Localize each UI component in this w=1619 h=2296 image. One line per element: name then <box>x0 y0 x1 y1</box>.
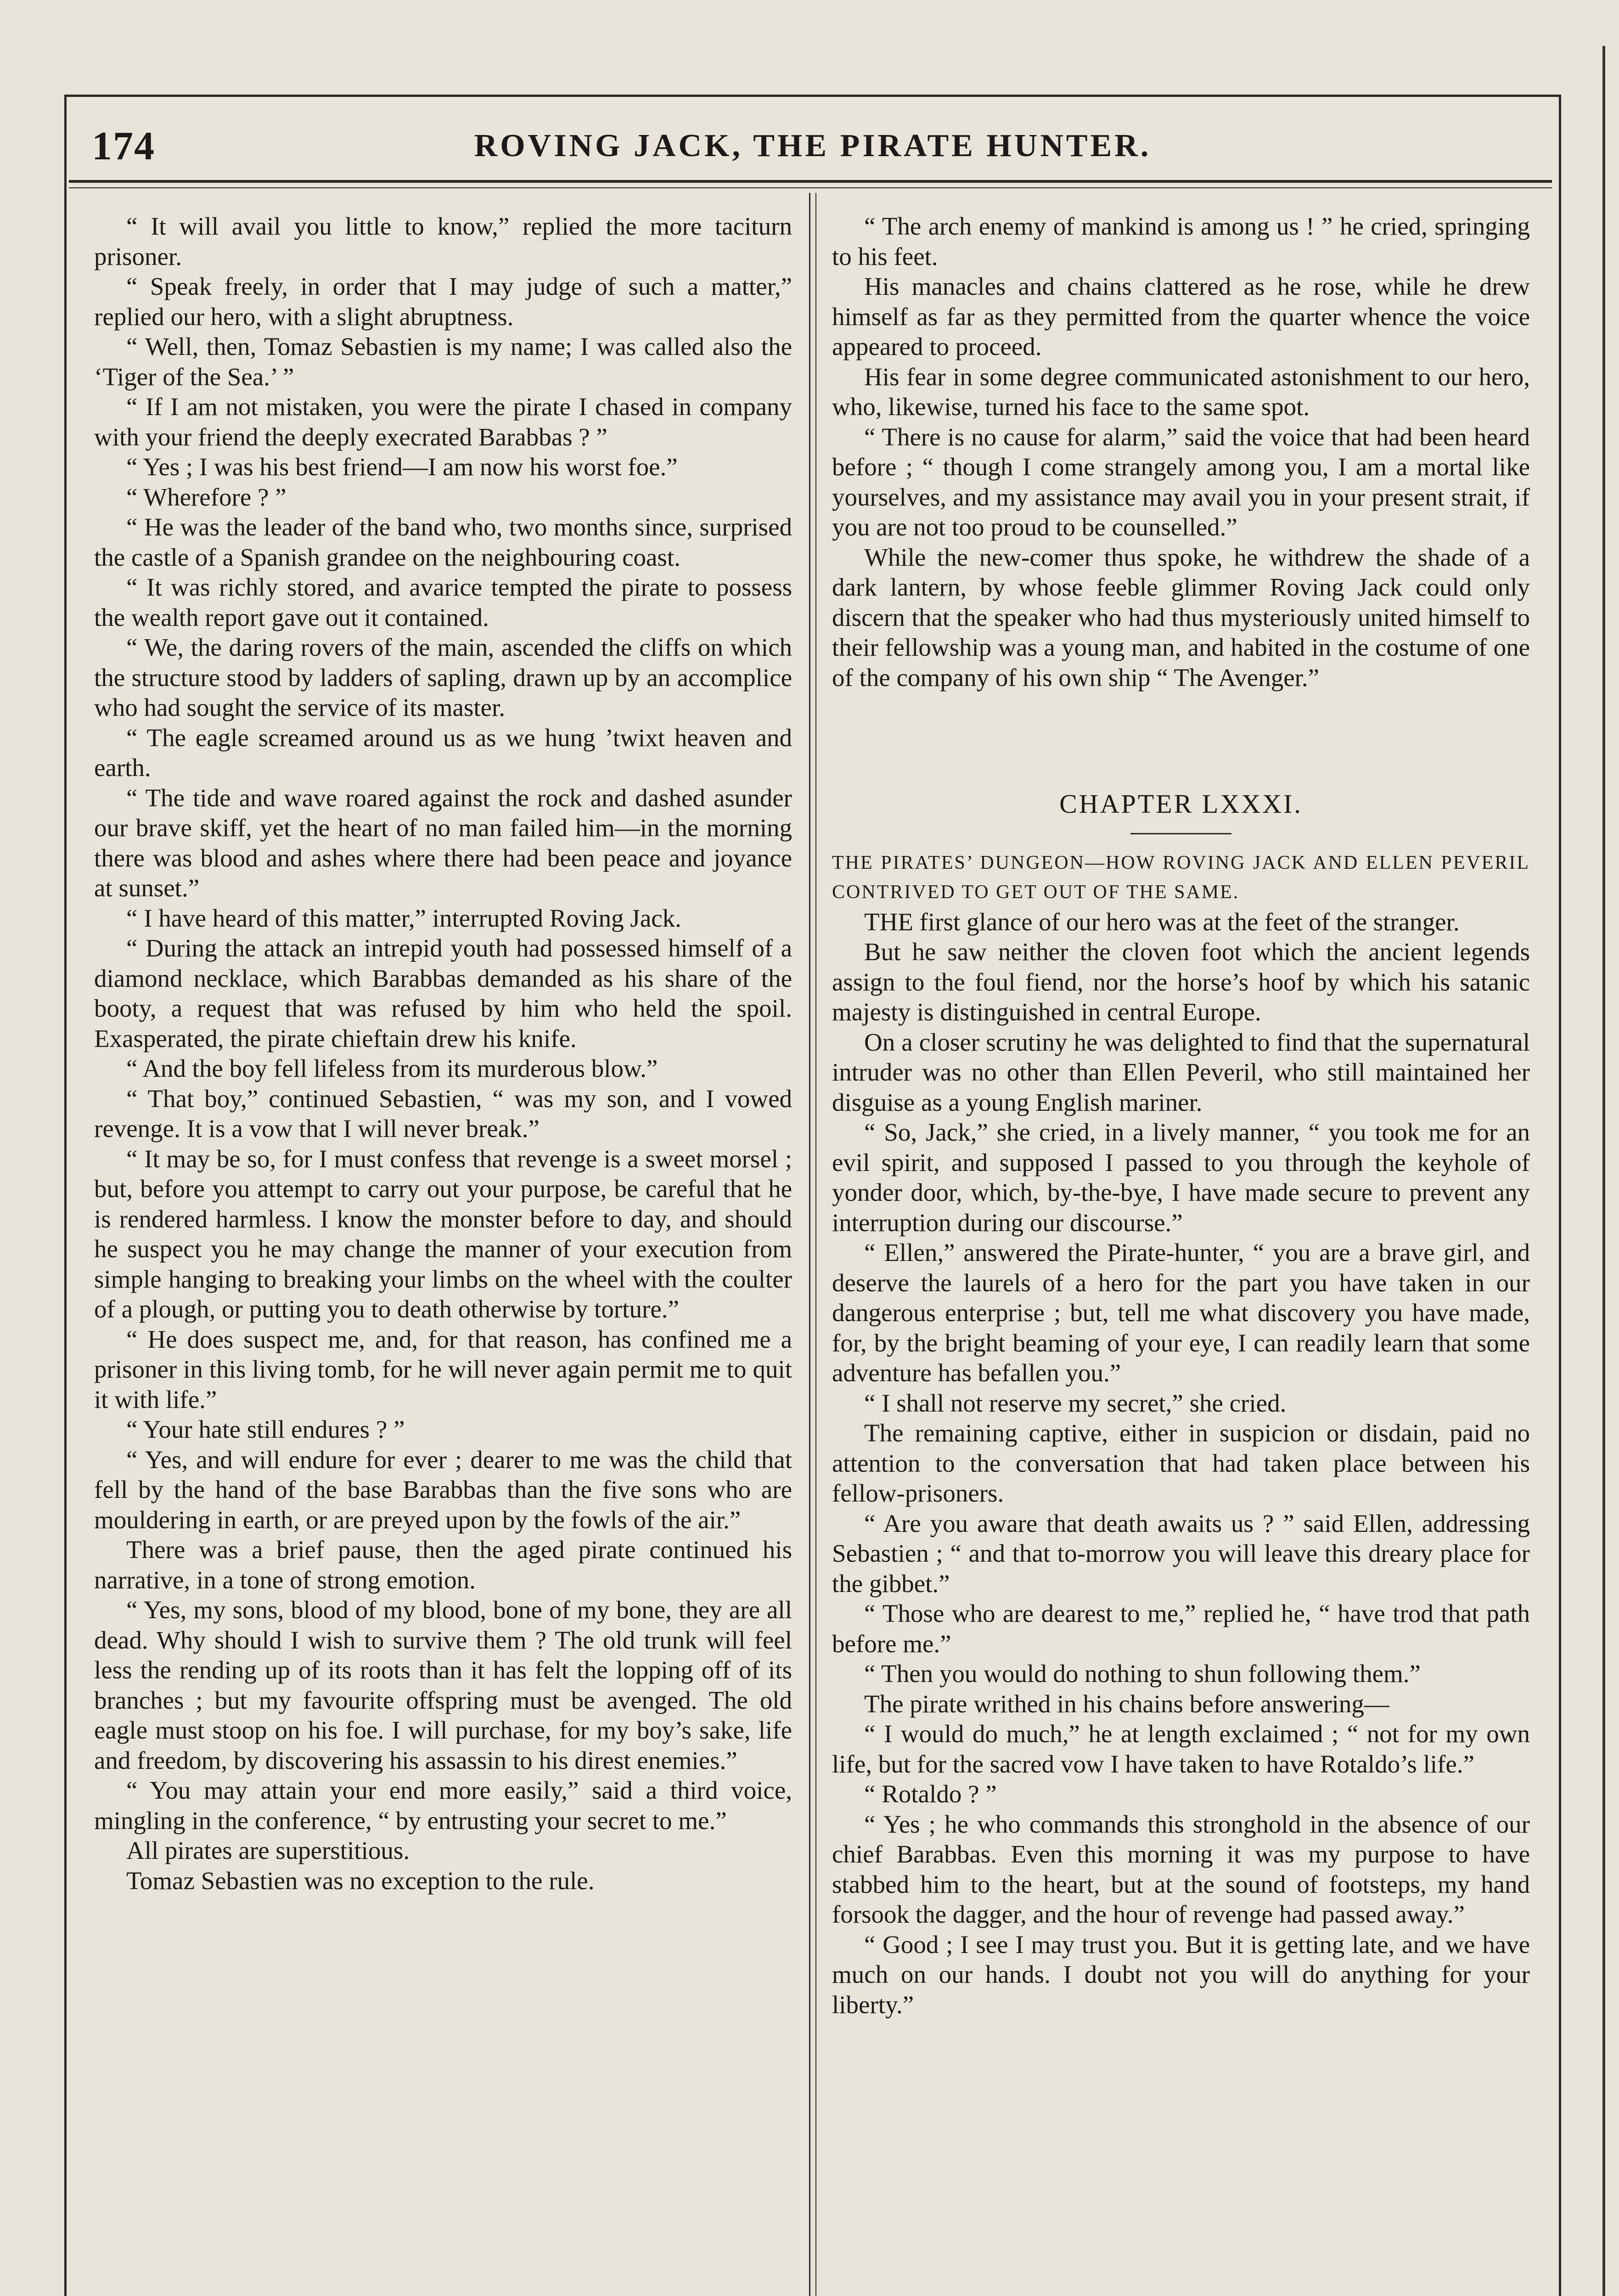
paragraph: “ Your hate still endures ? ” <box>126 1415 405 1443</box>
page-header <box>78 115 1547 174</box>
paragraph: “ He was the leader of the band who, two months since, surprised the castle of a Spanish grandee on the neighbouring coast. <box>94 513 792 571</box>
paragraph: “ During the attack an intrepid youth had possessed himself of a diamond necklace, which Barabbas demanded as his share of the booty, a request that was refused by him who held the spoil. Exasperated, the pirate chieftain drew his knife. <box>94 934 792 1052</box>
paragraph: “ I have heard of this matter,” interrupted Roving Jack. <box>126 904 681 932</box>
paragraph: “ Well, then, Tomaz Sebastien is my name; I was called also the ‘Tiger of the Sea.’ ” <box>94 332 792 391</box>
chapter-summary: THE PIRATES’ DUNGEON—HOW ROVING JACK AND ELLEN PEVERIL CONTRIVED TO GET OUT OF THE SAME. <box>832 852 1530 903</box>
paragraph: “ Yes ; he who commands this stronghold in the absence of our chief Barabbas. Even this morning it was my purpose to have stabbed him to the heart, but at the sound of footsteps, my hand forsook the dagger, and the hour of revenge had passed away.” <box>832 1810 1530 1928</box>
paragraph: “ Good ; I see I may trust you. But it is getting late, and we have much on our hands. I doubt not you will do anything for your liberty.” <box>832 1930 1530 2019</box>
paragraph: But he saw neither the cloven foot which the ancient legends assign to the foul fiend, nor the horse’s hoof by which his satanic majesty is distinguished in central Europe. <box>832 938 1530 1026</box>
paragraph: “ And the boy fell lifeless from its murderous blow.” <box>126 1054 658 1082</box>
right-column-bottom <box>832 907 1530 2020</box>
paragraph: “ Speak freely, in order that I may judge of such a matter,” replied our hero, with a slight abruptness. <box>94 272 792 331</box>
paragraph: “ I shall not reserve my secret,” she cried. <box>864 1389 1287 1417</box>
right-column-top <box>832 211 1530 692</box>
paragraph: His fear in some degree communicated astonishment to our hero, who, likewise, turned his face to the same spot. <box>832 362 1530 421</box>
paragraph: The remaining captive, either in suspicion or disdain, paid no attention to the conversation that had taken place between his fellow-prisoners. <box>832 1419 1530 1507</box>
right-column <box>832 211 1530 2296</box>
paragraph: “ There is no cause for alarm,” said the voice that had been heard before ; “ though I come strangely among you, I am a mortal like yourselves, and my assistance may avail you in your present strait, if you are not too proud to be counselled.” <box>832 422 1530 541</box>
paragraph: “ It will avail you little to know,” replied the more taciturn prisoner. <box>94 212 792 270</box>
page-number: 174 <box>92 124 155 169</box>
paragraph: “ Then you would do nothing to shun following them.” <box>864 1660 1421 1688</box>
column-divider <box>809 193 810 2296</box>
paragraph: “ So, Jack,” she cried, in a lively manner, “ you took me for an evil spirit, and supposed I passed to you through the keyhole of yonder door, which, by-the-bye, I have made secure to prevent any interruption during our discourse.” <box>832 1118 1530 1237</box>
paragraph: “ Are you aware that death awaits us ? ” said Ellen, addressing Sebastien ; “ and that to-morrow you will leave this dreary place for the gibbet.” <box>832 1509 1530 1598</box>
paragraph: “ That boy,” continued Sebastien, “ was my son, and I vowed revenge. It is a vow that I will never break.” <box>94 1084 792 1142</box>
left-column <box>94 211 792 2296</box>
running-title: ROVING JACK, THE PIRATE HUNTER. <box>474 128 1152 163</box>
paragraph: “ Wherefore ? ” <box>126 483 287 511</box>
page-edge <box>1602 46 1605 2296</box>
paragraph: His manacles and chains clattered as he rose, while he drew himself as far as they permitted from the quarter whence the voice appeared to proceed. <box>832 272 1530 360</box>
paragraph: There was a brief pause, then the aged pirate continued his narrative, in a tone of strong emotion. <box>94 1536 792 1594</box>
chapter-heading: CHAPTER LXXXI. <box>1059 789 1303 819</box>
paragraph: On a closer scrutiny he was delighted to find that the supernatural intruder was no other than Ellen Peveril, who still maintained her disguise as a young English mariner. <box>832 1028 1530 1116</box>
paragraph: THE first glance of our hero was at the feet of the stranger. <box>864 907 1460 936</box>
header-rule <box>69 180 1552 183</box>
paragraph: “ He does suspect me, and, for that reason, has confined me a prisoner in this living tomb, for he will never again permit me to quit it with life.” <box>94 1325 792 1413</box>
paragraph: “ Rotaldo ? ” <box>864 1780 997 1808</box>
paragraph: “ The arch enemy of mankind is among us ! ” he cried, springing to his feet. <box>832 212 1530 270</box>
paragraph: “ Those who are dearest to me,” replied he, “ have trod that path before me.” <box>832 1599 1530 1658</box>
chapter-heading-rule <box>1130 833 1231 834</box>
paragraph: “ Ellen,” answered the Pirate-hunter, “ you are a brave girl, and deserve the laurels of a hero for the part you have taken in our dangerous enterprise ; but, tell me what discovery you have made, for, by the bright beaming of your eye, I can readily learn that some adventure has befallen you.” <box>832 1238 1530 1387</box>
paragraph: “ It may be so, for I must confess that revenge is a sweet morsel ; but, before you attempt to carry out your purpose, be careful that he is rendered harmless. I know the monster before to day, and should he suspect you he may change the manner of your execution from simple hanging to breaking your limbs on the wheel with the coulter of a plough, or putting you to death otherwise by torture.” <box>94 1144 792 1323</box>
paragraph: While the new-comer thus spoke, he withdrew the shade of a dark lantern, by whose feeble glimmer Roving Jack could only discern that the speaker who had thus mysteriously united himself to their fellowship was a young man, and habited in the costume of one of the company of his own ship “ The Avenger.” <box>832 543 1530 692</box>
paragraph: “ Yes, my sons, blood of my blood, bone of my bone, they are all dead. Why should I wish to survive them ? The old trunk will feel less the rending up of its roots than it has felt the lopping off of its branches ; but my favourite offspring must be avenged. The old eagle must stoop on his foe. I will purchase, for my boy’s sake, life and freedom, by discovering his assassin to his direst enemies.” <box>94 1596 792 1774</box>
paragraph: “ I would do much,” he at length exclaimed ; “ not for my own life, but for the sacred vow I have taken to have Rotaldo’s life.” <box>832 1720 1530 1778</box>
paragraph: Tomaz Sebastien was no exception to the rule. <box>126 1866 595 1895</box>
paragraph: “ We, the daring rovers of the main, ascended the cliffs on which the structure stood by ladders of sapling, drawn up by an accomplice who had sought the service of its master. <box>94 633 792 721</box>
paragraph: “ The eagle screamed around us as we hung ’twixt heaven and earth. <box>94 723 792 782</box>
paragraph: “ It was richly stored, and avarice tempted the pirate to possess the wealth report gave out it contained. <box>94 573 792 631</box>
paragraph: “ Yes ; I was his best friend—I am now his worst foe.” <box>126 453 678 481</box>
header-rule-thin <box>69 187 1552 188</box>
paragraph: “ The tide and wave roared against the rock and dashed asunder our brave skiff, yet the heart of no man failed him—in the morning there was blood and ashes where there had been peace and joyance at sunset.” <box>94 783 792 902</box>
column-divider-inner <box>815 193 816 2296</box>
paragraph: The pirate writhed in his chains before answering— <box>864 1689 1389 1718</box>
paragraph: “ You may attain your end more easily,” said a third voice, mingling in the conference, “ by entrusting your secret to me.” <box>94 1776 792 1835</box>
paragraph: “ Yes, and will endure for ever ; dearer to me was the child that fell by the hand of the base Barabbas than the five sons who are mouldering in earth, or are preyed upon by the fowls of the air.” <box>94 1445 792 1534</box>
paragraph: “ If I am not mistaken, you were the pirate I chased in company with your friend the deeply execrated Barabbas ? ” <box>94 393 792 451</box>
paragraph: All pirates are superstitious. <box>126 1836 410 1864</box>
